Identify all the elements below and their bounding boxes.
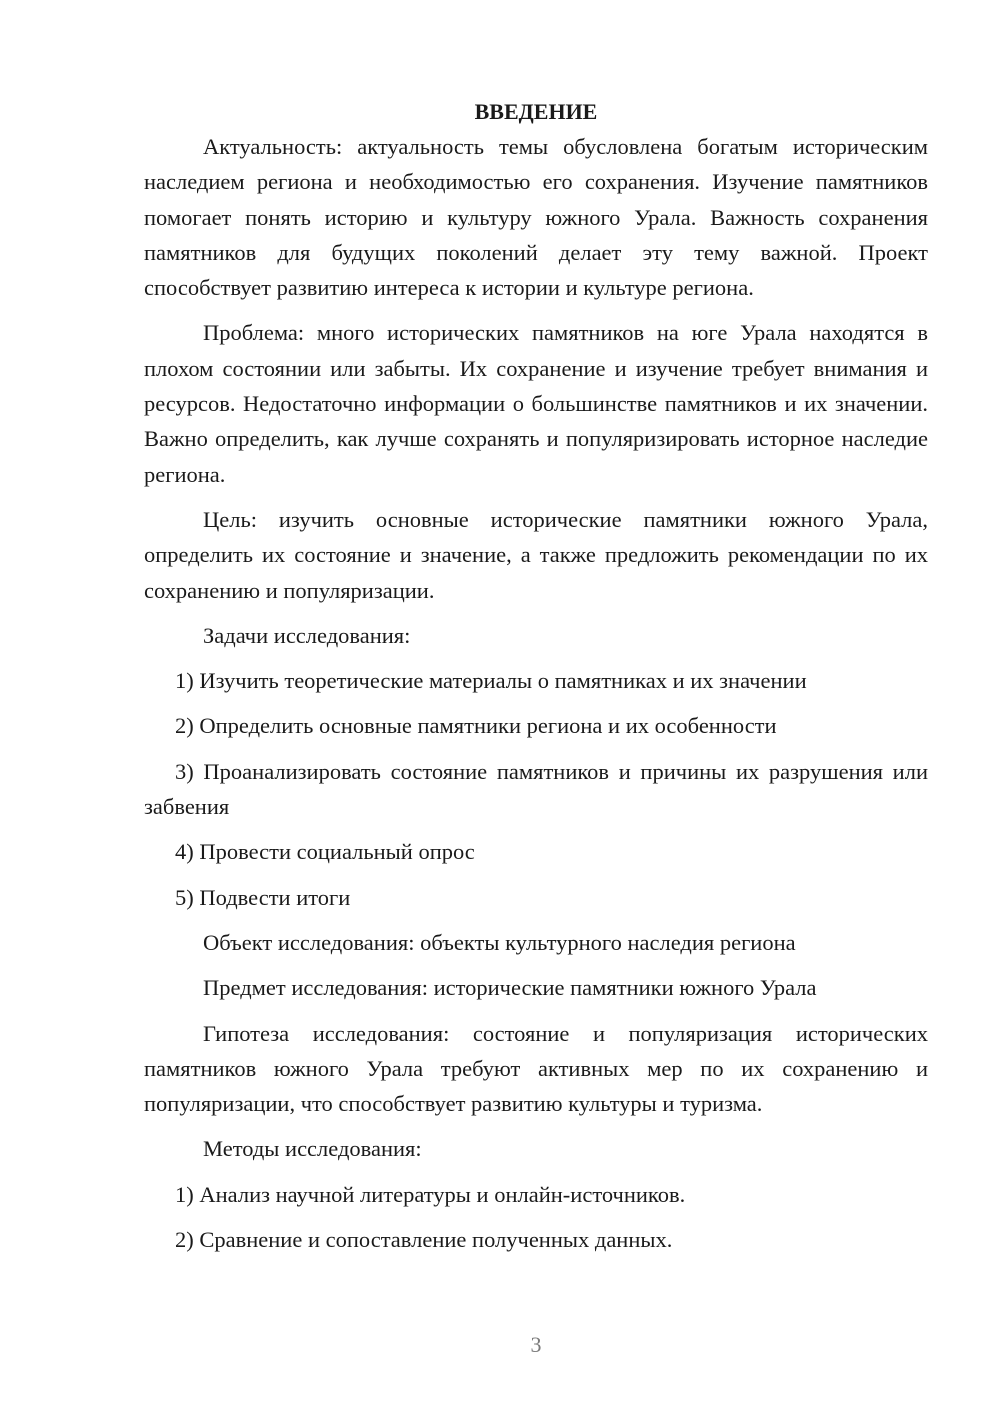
method-item: 1) Анализ научной литературы и онлайн-источников. <box>175 1181 686 1207</box>
task-item: 5) Подвести итоги <box>175 884 351 910</box>
task-item: 2) Определить основные памятники региона и их особенности <box>175 713 777 739</box>
method-item: 2) Сравнение и сопоставление полученных данных. <box>175 1227 673 1253</box>
research-subject: Предмет исследования: исторические памятники южного Урала <box>203 975 817 1001</box>
task-item: 4) Провести социальный опрос <box>175 839 475 865</box>
research-object: Объект исследования: объекты культурного наследия региона <box>203 929 796 955</box>
paragraph-problem: Проблема: много исторических памятников на юге Урала находятся в плохом состоянии или забыты. Их сохранение и изучение требует внимания и ресурсов. Недостаточно информации о большинстве памятников и их значении. Важно определить, как лучше сохранять и популяризировать исторное наследие региона. <box>144 320 928 487</box>
tasks-heading: Задачи исследования: <box>203 622 411 648</box>
task-item: 1) Изучить теоретические материалы о памятниках и их значении <box>175 668 807 694</box>
document-page <box>144 94 928 1267</box>
methods-heading: Методы исследования: <box>203 1136 422 1162</box>
task-item: 3) Проанализировать состояние памятников и причины их разрушения или забвения <box>144 758 928 820</box>
section-title: ВВЕДЕНИЕ <box>474 99 598 124</box>
page-number: 3 <box>530 1332 542 1357</box>
research-hypothesis: Гипотеза исследования: состояние и популяризация исторических памятников южного Урала требуют активных мер по их сохранению и популяризации, что способствует развитию культуры и туризма. <box>144 1020 928 1117</box>
paragraph-goal: Цель: изучить основные исторические памятники южного Урала, определить их состояние и значение, а также предложить рекомендации по их сохранению и популяризации. <box>144 506 928 603</box>
paragraph-relevance: Актуальность: актуальность темы обусловлена богатым историческим наследием региона и необходимостью его сохранения. Изучение памятников помогает понять историю и культуру южного Урала. Важность сохранения памятников для будущих поколений делает эту тему важной. Проект способствует развитию интереса к истории и культуре региона. <box>144 134 928 301</box>
